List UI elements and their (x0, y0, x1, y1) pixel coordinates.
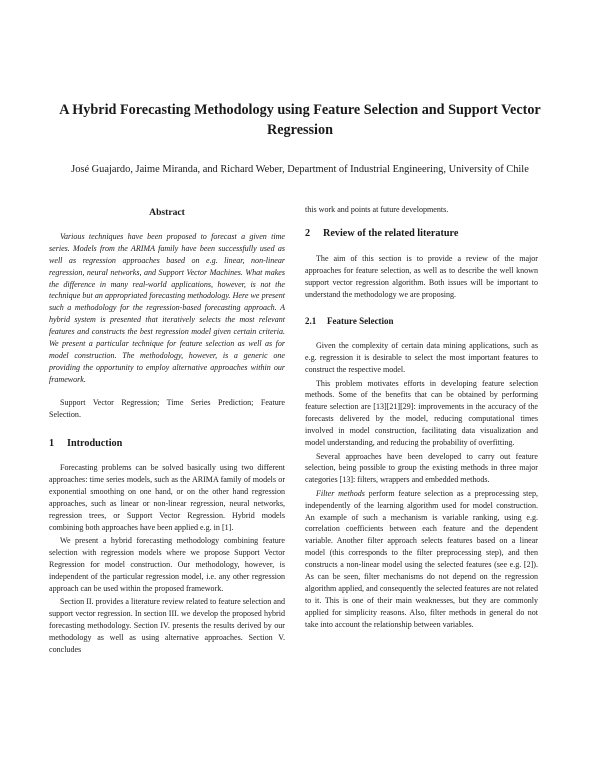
filter-methods-term: Filter methods (316, 488, 365, 498)
paper-title: A Hybrid Forecasting Methodology using Feature Selection and Support Vector Regression (59, 102, 541, 138)
intro-paragraph-2: We present a hybrid forecasting methodology combining feature selection with regression models where we propose Support Vector Regression for model construction. Our methodology, however, is independent of the particular regression model, i.e. any other regression approach can be used within the proposed framework. (49, 536, 285, 593)
intro-continuation: this work and points at future developments. (305, 205, 449, 214)
right-column (305, 204, 538, 632)
review-paragraph-2: Given the complexity of certain data mining applications, such as e.g. regression it is desirable to select the most important features to construct the respective model. (305, 341, 538, 375)
subsection-number: 2.1 (305, 316, 317, 327)
keywords: Support Vector Regression; Time Series Prediction; Feature Selection. (49, 397, 285, 419)
filter-methods-text: perform feature selection as a preprocessing step, independently of the learning algorithm used for model construction. An example of such a mechanism is variable ranking, using e.g. correlation coefficients between each feature and the dependent variable. Another filter approach selects features based on a linear model (this corresponds to the filter preprocessing step), and then constructs a non-linear model using the selected features (see e.g. [2]). As can be seen, filter mechanisms do not depend on the regression algorithm applied, and consequently the selected features are not related to it. This is one of their main weaknesses, but they are commonly applied for simplicity reasons. Also, filter methods in general do not take into account the relationship between variables. (305, 488, 538, 629)
subsection-title: Feature Selection (327, 316, 394, 327)
review-paragraph-5 (305, 488, 538, 631)
left-column (49, 204, 285, 657)
section-title: Introduction (67, 437, 123, 449)
section-heading-introduction (49, 438, 285, 450)
review-paragraph-4: Several approaches have been developed to carry out feature selection, being possible to group the existing methods in three major categories [13]: filters, wrappers and embedded methods. (305, 451, 538, 485)
abstract-heading: Abstract (149, 207, 185, 218)
abstract-text: Various techniques have been proposed to forecast a given time series. Models from the ARIMA family have been successfully used as well as regression approaches based on e.g. linear, non-linear regression, neural networks, and Support Vector Machines. What makes the difference in many real-world applications, however, is not the technique but an appropriated forecasting methodology. Here we present such a methodology for the regression-based forecasting approach. A hybrid system is presented that iteratively selects the most relevant features and constructs the best regression model given certain criteria. We present a particular technique for feature selection as well as for model construction. The methodology, however, is a generic one providing the opportunity to employ alternative approaches within our framework. (49, 231, 285, 384)
intro-paragraph-1: Forecasting problems can be solved basically using two different approaches: time series models, such as the ARIMA family of models or exponential smoothing on one hand, or on the other hand regression approaches, such as linear or non-linear regression, neural networks, regression trees, or Support Vector Regression. Hybrid models combining both approaches have been applied e.g. in [1]. (49, 463, 285, 532)
section-number: 2 (305, 227, 311, 239)
section-heading-review (305, 228, 538, 240)
intro-paragraph-3: Section II. provides a literature review related to feature selection and support vector regression. In section III. we develop the proposed hybrid forecasting methodology. Section IV. presents the results derived by our methodology as well as using alternative approaches. Section V. concludes (49, 597, 285, 654)
subsection-heading-feature-selection (305, 316, 538, 328)
review-paragraph-3: This problem motivates efforts in developing feature selection methods. Some of the benefits that can be obtained by performing feature selection are [13][21][29]: improvements in the accuracy of the forecasts delivered by the model, reducing computational times involved in model construction, facilitating data visualization and model understanding, and reducing the probability of overfitting. (305, 378, 538, 448)
review-paragraph-1: The aim of this section is to provide a review of the major approaches for feature selection, as well as to describe the well known support vector regression algorithm. Both issues will be important to understand the methodology we are proposing. (305, 253, 538, 299)
section-number: 1 (49, 437, 55, 449)
author-line: José Guajardo, Jaime Miranda, and Richard Weber, Department of Industrial Engineering, University of Chile (71, 164, 529, 175)
section-title: Review of the related literature (323, 227, 459, 239)
